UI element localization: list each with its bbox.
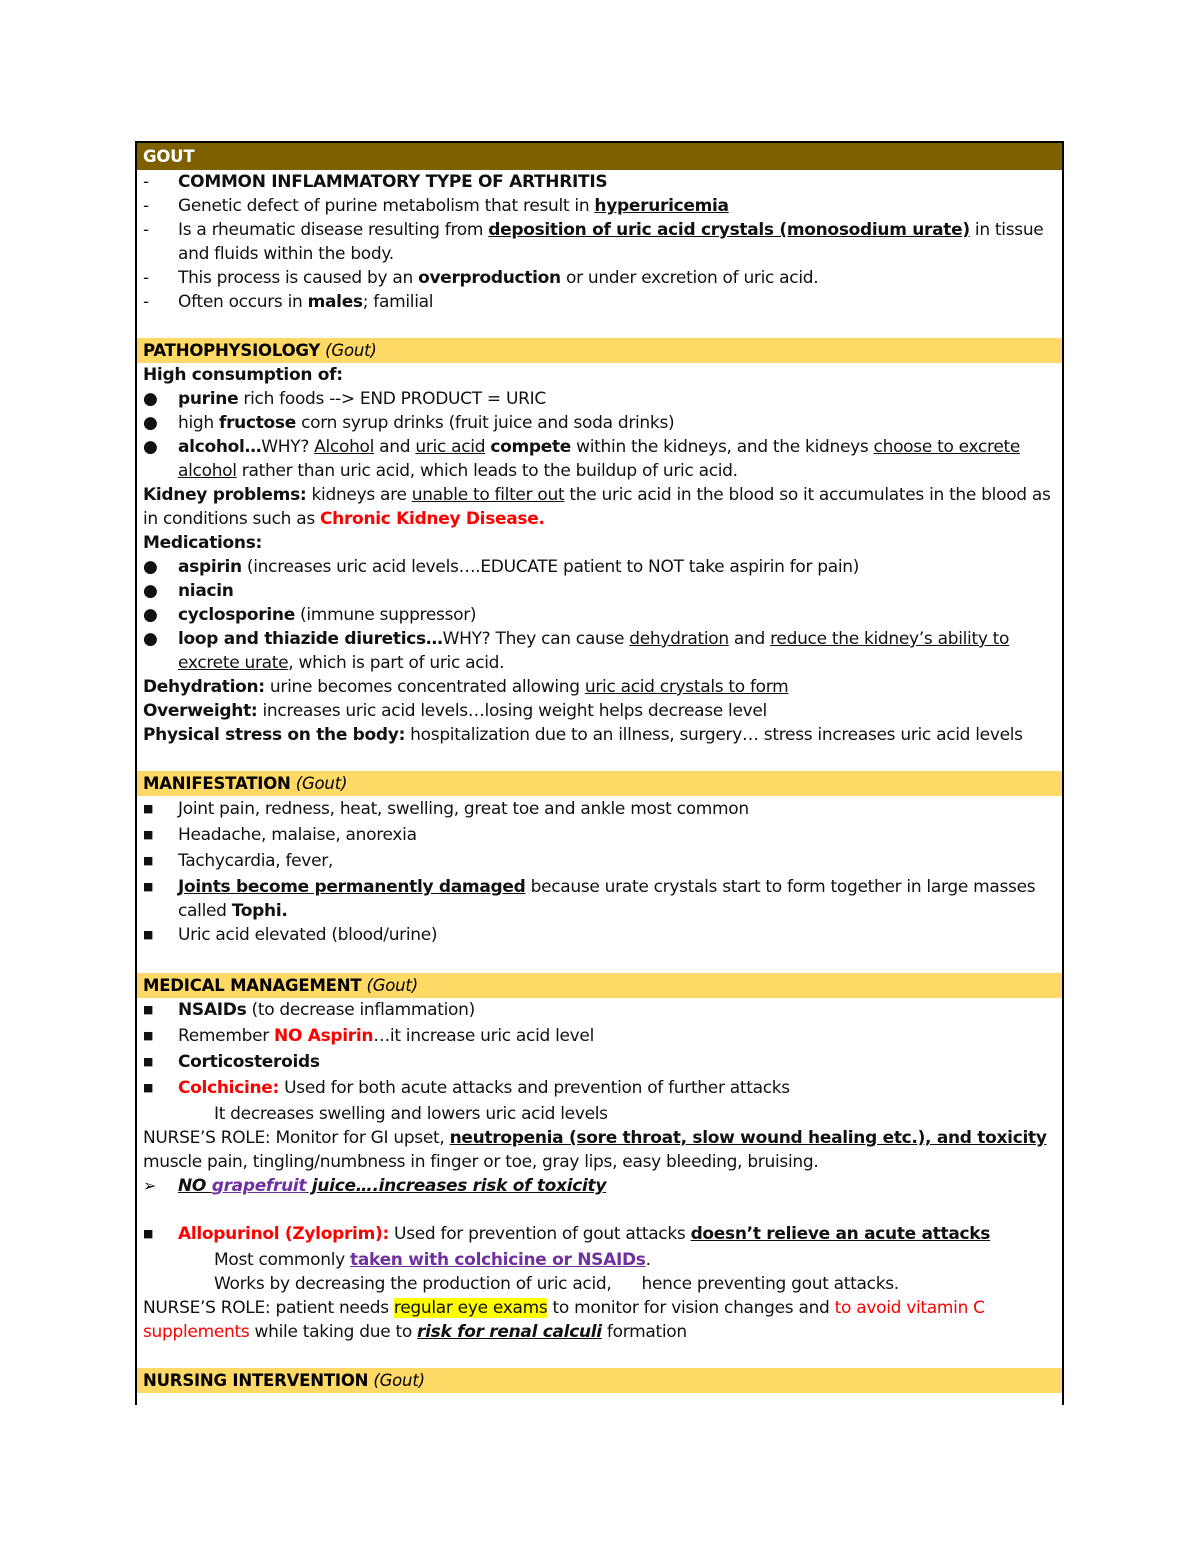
list-item bbox=[143, 218, 1056, 266]
text: (immune suppressor) bbox=[294, 605, 477, 625]
text: It decreases swelling and lowers uric acid levels bbox=[214, 1104, 608, 1124]
dash-marker: - bbox=[143, 172, 149, 192]
list-item bbox=[143, 603, 1056, 627]
text: hospitalization due to an illness, surgery… stress increases uric acid levels bbox=[405, 725, 1023, 745]
bullet-icon: ● bbox=[143, 629, 158, 649]
text: Allopurinol (Zyloprim): bbox=[178, 1224, 389, 1244]
text: aspirin bbox=[178, 557, 242, 577]
text: taken with colchicine or NSAIDs bbox=[350, 1250, 646, 1270]
text: neutropenia (sore throat, slow wound healing etc.), and toxicity bbox=[449, 1128, 1047, 1148]
text: increases uric acid levels…losing weight helps decrease level bbox=[257, 701, 767, 721]
text: Overweight: bbox=[143, 701, 258, 721]
text: Often occurs in bbox=[178, 292, 308, 312]
text: formation bbox=[601, 1322, 687, 1342]
bullet-icon: ● bbox=[143, 581, 158, 601]
text: juice….increases risk of toxicity bbox=[306, 1176, 607, 1196]
bullet-icon: ● bbox=[143, 605, 158, 625]
text: regular eye exams bbox=[393, 1298, 548, 1318]
section-title: NURSING INTERVENTION bbox=[143, 1371, 369, 1390]
text: fructose bbox=[218, 413, 296, 433]
text: while taking due to bbox=[249, 1322, 418, 1342]
section-header-medical-management bbox=[137, 973, 1062, 998]
text: Used for both acute attacks and prevention of further attacks bbox=[279, 1078, 790, 1098]
text: Monitor for GI upset, bbox=[270, 1128, 450, 1148]
square-bullet-icon: ■ bbox=[143, 854, 154, 867]
list-item bbox=[143, 266, 1056, 290]
text: Works by decreasing the production of uric acid, bbox=[214, 1274, 612, 1294]
paragraph bbox=[143, 1248, 1056, 1272]
text: uric acid crystals to form bbox=[584, 677, 789, 697]
list-item bbox=[143, 387, 1056, 411]
text: doesn’t relieve an acute attacks bbox=[690, 1224, 991, 1244]
text: and bbox=[728, 629, 771, 649]
spacer bbox=[143, 747, 1056, 771]
section-header-gout bbox=[137, 143, 1062, 170]
paragraph bbox=[143, 1296, 1056, 1344]
section-title: GOUT bbox=[143, 147, 195, 166]
dash-marker: - bbox=[143, 196, 149, 216]
spacer bbox=[143, 1198, 1056, 1222]
text: corn syrup drinks (fruit juice and soda drinks) bbox=[295, 413, 675, 433]
list-item bbox=[143, 290, 1056, 314]
text: overproduction bbox=[418, 268, 561, 288]
text: risk for renal calculi bbox=[417, 1322, 602, 1342]
section-subtitle: (Gout) bbox=[361, 976, 418, 995]
spacer bbox=[143, 949, 1056, 973]
paragraph bbox=[143, 1272, 1056, 1296]
text: rich foods --> END PRODUCT = URIC bbox=[238, 389, 546, 409]
bullet-icon: ● bbox=[143, 389, 158, 409]
text: loop and thiazide diuretics… bbox=[178, 629, 443, 649]
spacer bbox=[143, 1344, 1056, 1368]
text: Genetic defect of purine metabolism that result in bbox=[178, 196, 595, 216]
list-item: ■ Headache, malaise, anorexia bbox=[143, 823, 1056, 849]
square-bullet-icon: ■ bbox=[143, 928, 154, 941]
text: Joints become permanently damaged bbox=[178, 877, 526, 897]
bullet-icon: ● bbox=[143, 557, 158, 577]
text: WHY? They can cause bbox=[442, 629, 630, 649]
text: Physical stress on the body: bbox=[143, 725, 406, 745]
list-item: ■ Uric acid elevated (blood/urine) bbox=[143, 923, 1056, 949]
dash-marker: - bbox=[143, 268, 149, 288]
section-subtitle: (Gout) bbox=[368, 1371, 425, 1390]
text: Corticosteroids bbox=[178, 1052, 320, 1072]
text: Is a rheumatic disease resulting from bbox=[178, 220, 489, 240]
text: NURSE’S ROLE: bbox=[143, 1128, 271, 1148]
list-item bbox=[143, 411, 1056, 435]
text: Kidney problems: bbox=[143, 485, 307, 505]
text: …it increase uric acid level bbox=[373, 1026, 595, 1046]
section-body-medical-management bbox=[137, 998, 1062, 1368]
text: the uric acid in the blood so it accumulates in the blood as in conditions such as bbox=[143, 485, 1051, 529]
section-header-manifestation bbox=[137, 771, 1062, 796]
list-item bbox=[143, 998, 1056, 1024]
text: hence preventing gout attacks. bbox=[641, 1274, 899, 1294]
text: NSAIDs bbox=[178, 1000, 247, 1020]
section-title: MANIFESTATION bbox=[143, 774, 291, 793]
section-header-pathophysiology bbox=[137, 338, 1062, 363]
document-page bbox=[135, 141, 1064, 1405]
text: muscle pain, tingling/numbness in finger or toe, gray lips, easy bleeding, bruising. bbox=[143, 1152, 819, 1172]
text: compete bbox=[490, 437, 572, 457]
text: reduce the kidney’s ability to excrete urate bbox=[178, 629, 1010, 673]
text: males bbox=[307, 292, 363, 312]
text: unable to filter out bbox=[411, 485, 565, 505]
paragraph bbox=[143, 699, 1056, 723]
list-item bbox=[143, 579, 1056, 603]
text: WHY? bbox=[261, 437, 315, 457]
text: rather than uric acid, which leads to the buildup of uric acid. bbox=[236, 461, 738, 481]
text: Colchicine: bbox=[178, 1078, 280, 1098]
square-bullet-icon: ■ bbox=[143, 1055, 154, 1068]
text: to avoid vitamin C supplements bbox=[143, 1298, 985, 1342]
text: Used for prevention of gout attacks bbox=[388, 1224, 691, 1244]
list-item bbox=[143, 875, 1056, 923]
dash-marker: - bbox=[143, 220, 149, 240]
section-header-nursing-intervention bbox=[137, 1368, 1062, 1393]
section-body-manifestation bbox=[137, 796, 1062, 973]
text: purine bbox=[178, 389, 239, 409]
text: dehydration bbox=[629, 629, 729, 649]
text: NO Aspirin bbox=[274, 1026, 374, 1046]
text: Chronic Kidney Disease. bbox=[320, 509, 545, 529]
text: choose to excrete alcohol bbox=[178, 437, 1021, 481]
spacer bbox=[143, 314, 1056, 338]
square-bullet-icon: ■ bbox=[143, 880, 154, 893]
text: Remember bbox=[178, 1026, 275, 1046]
section-subtitle: (Gout) bbox=[320, 341, 377, 360]
paragraph bbox=[143, 675, 1056, 699]
text: high bbox=[178, 413, 219, 433]
paragraph bbox=[143, 723, 1056, 747]
list-item bbox=[143, 194, 1056, 218]
list-item bbox=[143, 170, 1056, 194]
text: niacin bbox=[178, 581, 234, 601]
text: NO bbox=[178, 1176, 212, 1196]
list-item: ■ Tachycardia, fever, bbox=[143, 849, 1056, 875]
list-item: ■ Joint pain, redness, heat, swelling, great toe and ankle most common bbox=[143, 797, 1056, 823]
list-item bbox=[143, 1024, 1056, 1050]
square-bullet-icon: ■ bbox=[143, 1029, 154, 1042]
text: to monitor for vision changes and bbox=[547, 1298, 835, 1318]
text: and bbox=[374, 437, 416, 457]
text: This process is caused by an bbox=[178, 268, 419, 288]
text: Most commonly bbox=[214, 1250, 351, 1270]
paragraph bbox=[143, 483, 1056, 531]
list-item bbox=[143, 627, 1056, 675]
text: alcohol… bbox=[178, 437, 262, 457]
text: because urate crystals start to form together in large masses called bbox=[178, 877, 1036, 921]
arrow-bullet-icon: ➢ bbox=[143, 1176, 157, 1195]
square-bullet-icon: ■ bbox=[143, 1003, 154, 1016]
text: urine becomes concentrated allowing bbox=[264, 677, 585, 697]
square-bullet-icon: ■ bbox=[143, 828, 154, 841]
text: , which is part of uric acid. bbox=[288, 653, 505, 673]
list-item bbox=[143, 1174, 1056, 1198]
bullet-icon: ● bbox=[143, 437, 158, 457]
text: NURSE’S ROLE: bbox=[143, 1298, 271, 1318]
text: kidneys are bbox=[306, 485, 412, 505]
square-bullet-icon: ■ bbox=[143, 1227, 154, 1240]
text: Alcohol bbox=[314, 437, 375, 457]
text: within the kidneys, and the kidneys bbox=[571, 437, 874, 457]
paragraph bbox=[143, 1126, 1056, 1174]
text: . bbox=[645, 1250, 651, 1270]
text: grapefruit bbox=[211, 1176, 307, 1196]
text: patient needs bbox=[270, 1298, 394, 1318]
section-title: MEDICAL MANAGEMENT bbox=[143, 976, 362, 995]
text: (increases uric acid levels….EDUCATE patient to NOT take aspirin for pain) bbox=[241, 557, 860, 577]
text: Tophi. bbox=[231, 901, 288, 921]
subheading: High consumption of: bbox=[143, 365, 343, 385]
section-body-pathophysiology bbox=[137, 363, 1062, 771]
section-title: PATHOPHYSIOLOGY bbox=[143, 341, 321, 360]
text: in tissue and fluids within the body. bbox=[178, 220, 1044, 264]
text: or under excretion of uric acid. bbox=[560, 268, 819, 288]
dash-marker: - bbox=[143, 292, 149, 312]
text: deposition of uric acid crystals (monosodium urate) bbox=[488, 220, 970, 240]
text: uric acid bbox=[415, 437, 486, 457]
square-bullet-icon: ■ bbox=[143, 1081, 154, 1094]
text: Dehydration: bbox=[143, 677, 265, 697]
list-item bbox=[143, 435, 1056, 483]
list-item bbox=[143, 1076, 1056, 1102]
list-item bbox=[143, 1222, 1056, 1248]
text: hyperuricemia bbox=[594, 196, 729, 216]
section-body-gout bbox=[137, 170, 1062, 338]
text: (to decrease inflammation) bbox=[246, 1000, 475, 1020]
text: cyclosporine bbox=[178, 605, 295, 625]
text: ; familial bbox=[362, 292, 434, 312]
section-subtitle: (Gout) bbox=[290, 774, 348, 793]
list-item bbox=[143, 555, 1056, 579]
list-item bbox=[143, 1050, 1056, 1076]
square-bullet-icon: ■ bbox=[143, 802, 154, 815]
bullet-icon: ● bbox=[143, 413, 158, 433]
subheading: Medications: bbox=[143, 533, 263, 553]
text: COMMON INFLAMMATORY TYPE OF ARTHRITIS bbox=[178, 172, 608, 192]
